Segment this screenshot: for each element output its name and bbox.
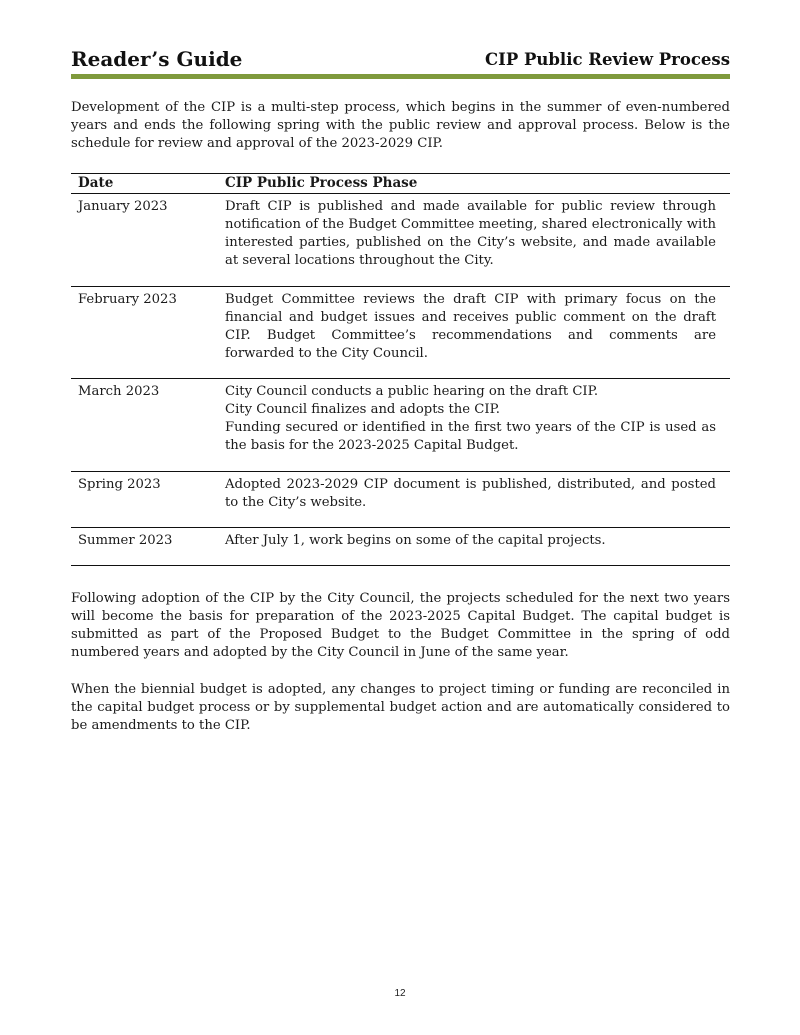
row-phase bbox=[225, 287, 723, 378]
table-row bbox=[71, 379, 730, 472]
row-date: February 2023 bbox=[78, 292, 177, 307]
page-title: CIP Public Review Process bbox=[484, 50, 730, 69]
table-header-row bbox=[71, 174, 730, 194]
phase-text: City Council finalizes and adopts the CIP. bbox=[225, 402, 500, 417]
column-header-date: Date bbox=[78, 175, 114, 191]
phase-text: Budget Committee reviews the draft CIP with primary focus on the financial and budget issues and receives public comment on the draft CIP. Budget Committee’s recommendations and comments are forwarded to the City Council. bbox=[225, 292, 716, 361]
page-header bbox=[71, 46, 730, 72]
phase-text: Draft CIP is published and made available for public review through notification of the Budget Committee meeting, shared electronically with interested parties, published on the City’s website, and made available at several locations throughout the City. bbox=[225, 199, 716, 268]
row-phase bbox=[225, 194, 723, 286]
row-phase bbox=[225, 472, 723, 527]
body-paragraph: When the biennial budget is adopted, any changes to project timing or funding are reconciled in the capital budget process or by supplemental budget action and are automatically considered to be amendments to the CIP. bbox=[71, 682, 730, 733]
phase-text: City Council conducts a public hearing on the draft CIP. bbox=[225, 384, 599, 399]
phase-text: Funding secured or identified in the first two years of the CIP is used as the basis for the 2023-2025 Capital Budget. bbox=[225, 420, 716, 453]
phase-text: Adopted 2023-2029 CIP document is published, distributed, and posted to the City’s website. bbox=[225, 477, 716, 510]
phase-text: After July 1, work begins on some of the capital projects. bbox=[225, 533, 606, 548]
row-phase bbox=[225, 379, 723, 471]
table-row bbox=[71, 528, 730, 565]
header-divider bbox=[71, 74, 730, 79]
intro-paragraph: Development of the CIP is a multi-step process, which begins in the summer of even-numbered years and ends the following spring with the public review and approval process. Below is the schedule for review and approval of the 2023-2029 CIP. bbox=[71, 100, 730, 151]
row-date: March 2023 bbox=[78, 384, 160, 399]
page-number: 12 bbox=[394, 988, 406, 999]
column-header-phase: CIP Public Process Phase bbox=[225, 175, 418, 191]
row-date: Summer 2023 bbox=[78, 533, 173, 548]
schedule-table bbox=[71, 173, 730, 566]
section-title: Reader’s Guide bbox=[71, 47, 243, 71]
row-phase bbox=[225, 528, 723, 565]
table-row bbox=[71, 472, 730, 528]
body-paragraph: Following adoption of the CIP by the City Council, the projects scheduled for the next two years will become the basis for preparation of the 2023-2025 Capital Budget. The capital budget is submitted as part of the Proposed Budget to the Budget Committee in the spring of odd numbered years and adopted by the City Council in June of the same year. bbox=[71, 591, 730, 660]
row-date: January 2023 bbox=[78, 199, 168, 214]
row-date: Spring 2023 bbox=[78, 477, 161, 492]
table-row bbox=[71, 194, 730, 287]
table-row bbox=[71, 287, 730, 379]
